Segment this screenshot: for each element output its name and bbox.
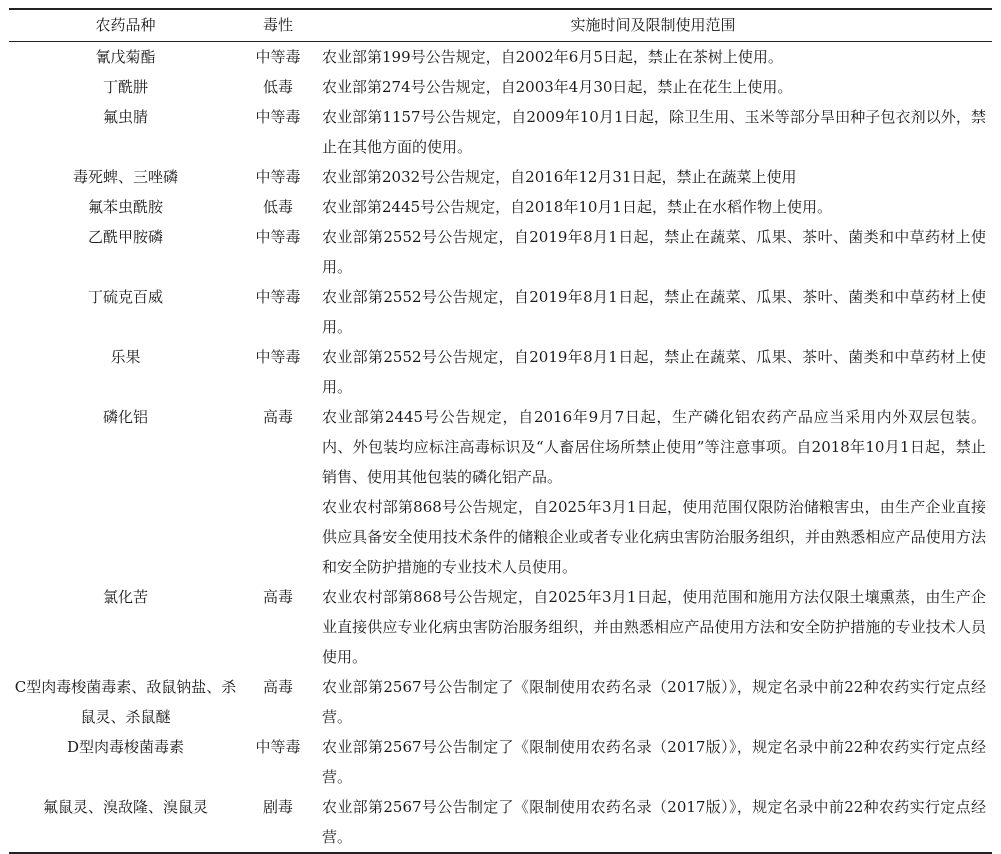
pesticide-restriction-table <box>9 8 992 854</box>
pesticide-name-cell: D型肉毒梭菌毒素 <box>66 738 185 756</box>
header-scope: 实施时间及限制使用范围 <box>314 9 992 42</box>
scope-cell: 农业部第2567号公告制定了《限制使用农药名录（2017版）》，规定名录中前22种农药实行定点经营。 <box>314 792 992 853</box>
pesticide-name-cell: 丁酰肼 <box>102 78 148 96</box>
scope-cell: 农业部第274号公告规定，自2003年4月30日起，禁止在花生上使用。 <box>322 78 793 96</box>
toxicity-cell: 中等毒 <box>255 48 301 66</box>
scope-cell: 农业部第2445号公告规定，自2018年10月1日起，禁止在水稻作物上使用。 <box>322 198 832 216</box>
scope-cell: 农业部第2552号公告规定，自2019年8月1日起，禁止在蔬菜、瓜果、茶叶、菌类和中草药材上使用。 <box>322 348 986 396</box>
toxicity-cell: 中等毒 <box>255 228 301 246</box>
table-row <box>9 792 992 853</box>
toxicity-cell: 高毒 <box>262 678 293 696</box>
table-row <box>9 672 992 732</box>
table-row <box>9 72 992 102</box>
scope-cell: 农业部第2445号公告规定，自2016年9月7日起，生产磷化铝农药产品应当采用内外双层包装。内、外包装均应标注高毒标识及“人畜居住场所禁止使用”等注意事项。自2018年10月1日起，禁止销售、使用其他包装的磷化铝产品。 <box>322 408 986 486</box>
pesticide-name-cell: 乐果 <box>110 348 141 366</box>
table-row <box>9 162 992 192</box>
table-row <box>9 492 992 582</box>
toxicity-cell: 剧毒 <box>242 792 314 853</box>
table-row <box>9 192 992 222</box>
toxicity-cell: 中等毒 <box>255 738 301 756</box>
toxicity-cell: 中等毒 <box>255 168 301 186</box>
pesticide-name-cell: 氟虫腈 <box>102 108 148 126</box>
table-row <box>9 42 992 73</box>
header-pesticide-name: 农药品种 <box>9 9 242 42</box>
header-toxicity: 毒性 <box>242 9 314 42</box>
scope-cell: 农业农村部第868号公告规定，自2025年3月1日起，使用范围和施用方法仅限土壤熏蒸，由生产企业直接供应专业化病虫害防治服务组织，并由熟悉相应产品使用方法和安全防护措施的专业技术人员使用。 <box>322 588 986 666</box>
table-body <box>9 42 992 854</box>
toxicity-cell <box>242 492 314 582</box>
pesticide-name-cell: 氰戊菊酯 <box>95 48 156 66</box>
table-row <box>9 342 992 402</box>
toxicity-cell: 中等毒 <box>255 288 301 306</box>
header-row <box>9 9 992 42</box>
toxicity-cell: 中等毒 <box>255 108 301 126</box>
scope-cell: 农业部第1157号公告规定，自2009年10月1日起，除卫生用、玉米等部分旱田种子包衣剂以外，禁止在其他方面的使用。 <box>322 108 986 156</box>
scope-cell: 农业部第2032号公告规定，自2016年12月31日起，禁止在蔬菜上使用 <box>322 168 797 186</box>
scope-cell: 农业部第2567号公告制定了《限制使用农药名录（2017版）》，规定名录中前22种农药实行定点经营。 <box>322 738 986 786</box>
pesticide-name-cell: 氟苯虫酰胺 <box>87 198 163 216</box>
scope-cell: 农业农村部第868号公告规定，自2025年3月1日起，使用范围仅限防治储粮害虫，由生产企业直接供应具备安全使用技术条件的储粮企业或者专业化病虫害防治服务组织，并由熟悉相应产品使用方法和安全防护措施的专业技术人员使用。 <box>322 498 986 576</box>
table-row <box>9 402 992 492</box>
pesticide-name-cell: 丁硫克百威 <box>87 288 163 306</box>
pesticide-name-cell: 氟鼠灵、溴敌隆、溴鼠灵 <box>9 792 242 853</box>
table-row <box>9 282 992 342</box>
table-row <box>9 102 992 162</box>
pesticide-name-cell: C型肉毒梭菌毒素、敌鼠钠盐、杀鼠灵、杀鼠醚 <box>14 678 237 726</box>
toxicity-cell: 高毒 <box>262 588 293 606</box>
table-row <box>9 732 992 792</box>
toxicity-cell: 低毒 <box>262 198 293 216</box>
toxicity-cell: 高毒 <box>262 408 293 426</box>
pesticide-name-cell: 乙酰甲胺磷 <box>87 228 163 246</box>
pesticide-name-cell <box>9 492 242 582</box>
pesticide-name-cell: 毒死蜱、三唑磷 <box>72 168 178 186</box>
pesticide-name-cell: 磷化铝 <box>102 408 148 426</box>
toxicity-cell: 低毒 <box>262 78 293 96</box>
table-row <box>9 222 992 282</box>
table-header <box>9 9 992 42</box>
scope-cell: 农业部第199号公告规定，自2002年6月5日起，禁止在茶树上使用。 <box>322 48 783 66</box>
toxicity-cell: 中等毒 <box>255 348 301 366</box>
pesticide-name-cell: 氯化苦 <box>102 588 148 606</box>
scope-cell: 农业部第2552号公告规定，自2019年8月1日起，禁止在蔬菜、瓜果、茶叶、菌类和中草药材上使用。 <box>322 288 986 336</box>
scope-cell: 农业部第2552号公告规定，自2019年8月1日起，禁止在蔬菜、瓜果、茶叶、菌类和中草药材上使用。 <box>322 228 986 276</box>
table-row <box>9 582 992 672</box>
scope-cell: 农业部第2567号公告制定了《限制使用农药名录（2017版）》，规定名录中前22种农药实行定点经营。 <box>322 678 986 726</box>
